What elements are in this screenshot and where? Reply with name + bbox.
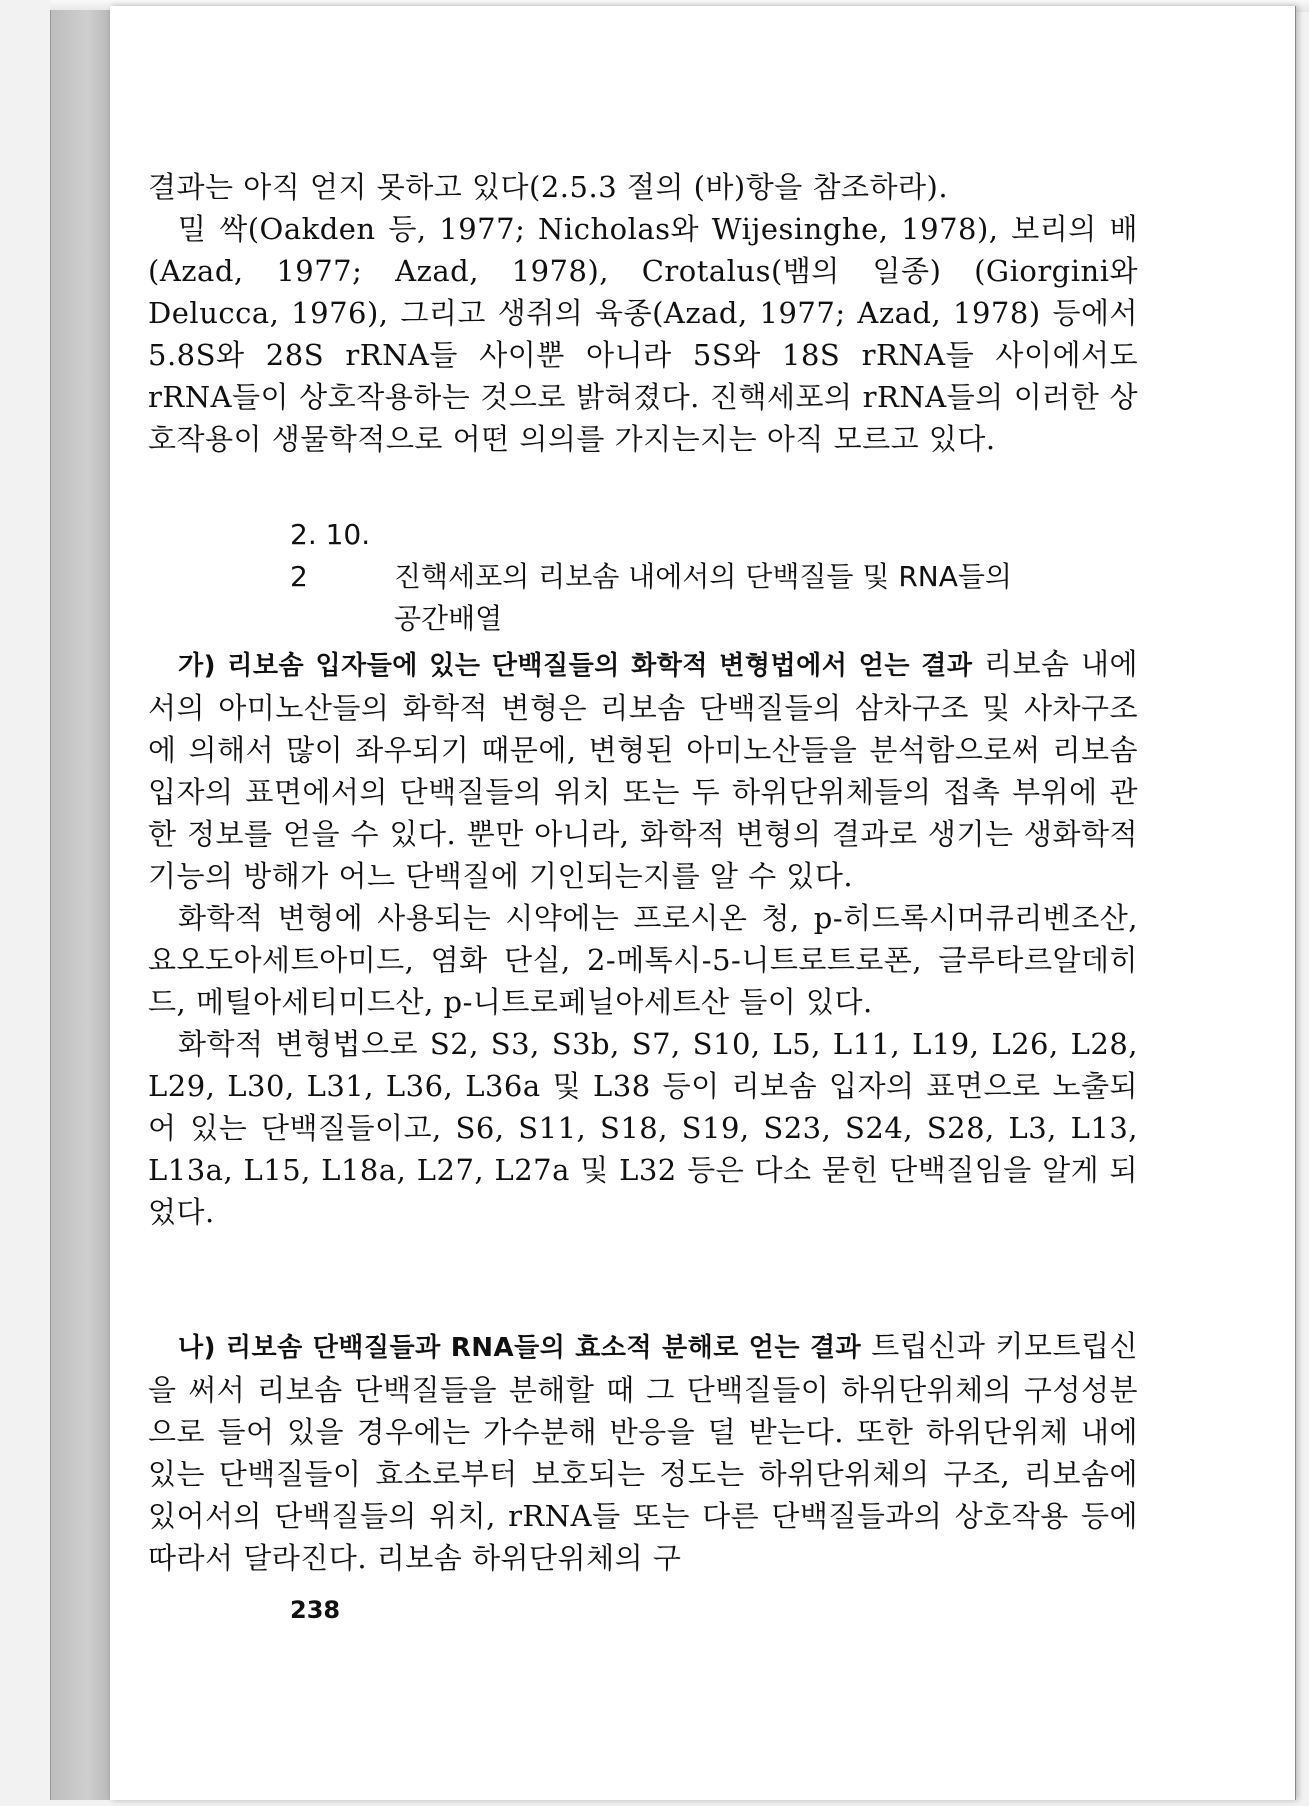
subsection-na [148,1325,1138,1579]
paragraph: 밀 싹(Oakden 등, 1977; Nicholas와 Wijesinghe, 1978), 보리의 배(Azad, 1977; Azad, 1978), Crotalus(뱀의 일종) (Giorgini와 Delucca, 1976), 그리고 생쥐의 육종(Azad, 1977; Azad, 1978) 등에서 5.8S와 28S rRNA들 사이뿐 아니라 5S와 18S rRNA들 사이에서도 rRNA들이 상호작용하는 것으로 밝혀졌다. 진핵세포의 rRNA들의 이러한 상호작용이 생물학적으로 어떤 의의를 가지는지는 아직 모르고 있다. [148,212,1138,456]
subsection-title: 나) 리보솜 단백질들과 RNA들의 효소적 분해로 얻는 결과 [178,1333,862,1363]
book-spine [50,10,111,1800]
paragraph-text: 리보솜 내에서의 아미노산들의 화학적 변형은 리보솜 단백질들의 삼차구조 및 사차구조에 의해서 많이 좌우되기 때문에, 변형된 아미노산들을 분석함으로써 리보솜 입자의 표면에서의 단백질들의 위치 또는 두 하위단위체들의 접촉 부위에 관한 정보를 얻을 수 있다. 뿐만 아니라, 화학적 변형의 결과로 생기는 생화학적 기능의 방해가 어느 단백질에 기인되는지를 알 수 있다. [148,647,1138,893]
paragraph [148,643,1138,897]
page-number: 238 [290,1596,341,1624]
paragraph [148,1325,1138,1579]
section-title-line-2: 공간배열 [394,602,503,635]
paragraph: 결과는 아직 얻지 못하고 있다(2.5.3 절의 (바)항을 참조하라). [148,170,949,204]
paragraph: 화학적 변형법으로 S2, S3, S3b, S7, S10, L5, L11, L19, L26, L28, L29, L30, L31, L36, L36a 및 L38 등이 리보솜 입자의 표면으로 노출되어 있는 단백질들이고, S6, S11, S18, S19, S23, S24, S28, L3, L13, L13a, L15, L18a, L27, L27a 및 L32 등은 다소 묻힌 단백질임을 알게 되었다. [148,1027,1138,1229]
subsection-ga [148,643,1138,1233]
section-number: 2. 10. 2 [290,518,371,593]
subsection-title: 가) 리보솜 입자들에 있는 단백질들의 화학적 변형법에서 얻는 결과 [178,651,973,681]
section-title-line-1: 진핵세포의 리보솜 내에서의 단백질들 및 RNA들의 [394,560,1012,593]
paragraph-text: 트립신과 키모트립신을 써서 리보솜 단백질들을 분해할 때 그 단백질들이 하위단위체의 구성성분으로 들어 있을 경우에는 가수분해 반응을 덜 받는다. 또한 하위단위체 내에 있는 단백질들이 효소로부터 보호되는 정도는 하위단위체의 구조, 리보솜에 있어서의 단백질들의 위치, rRNA들 또는 다른 단백질들과의 상호작용 등에 따라서 달라진다. 리보솜 하위단위체의 구 [148,1329,1138,1575]
paragraph: 화학적 변형에 사용되는 시약에는 프로시온 청, p-히드록시머큐리벤조산, 요오도아세트아미드, 염화 단실, 2-메톡시-5-니트로트로폰, 글루타르알데히드, 메틸아세티미드산, p-니트로페닐아세트산 들이 있다. [148,901,1138,1019]
section-heading [290,514,1110,640]
intro-text-block [148,166,1138,460]
